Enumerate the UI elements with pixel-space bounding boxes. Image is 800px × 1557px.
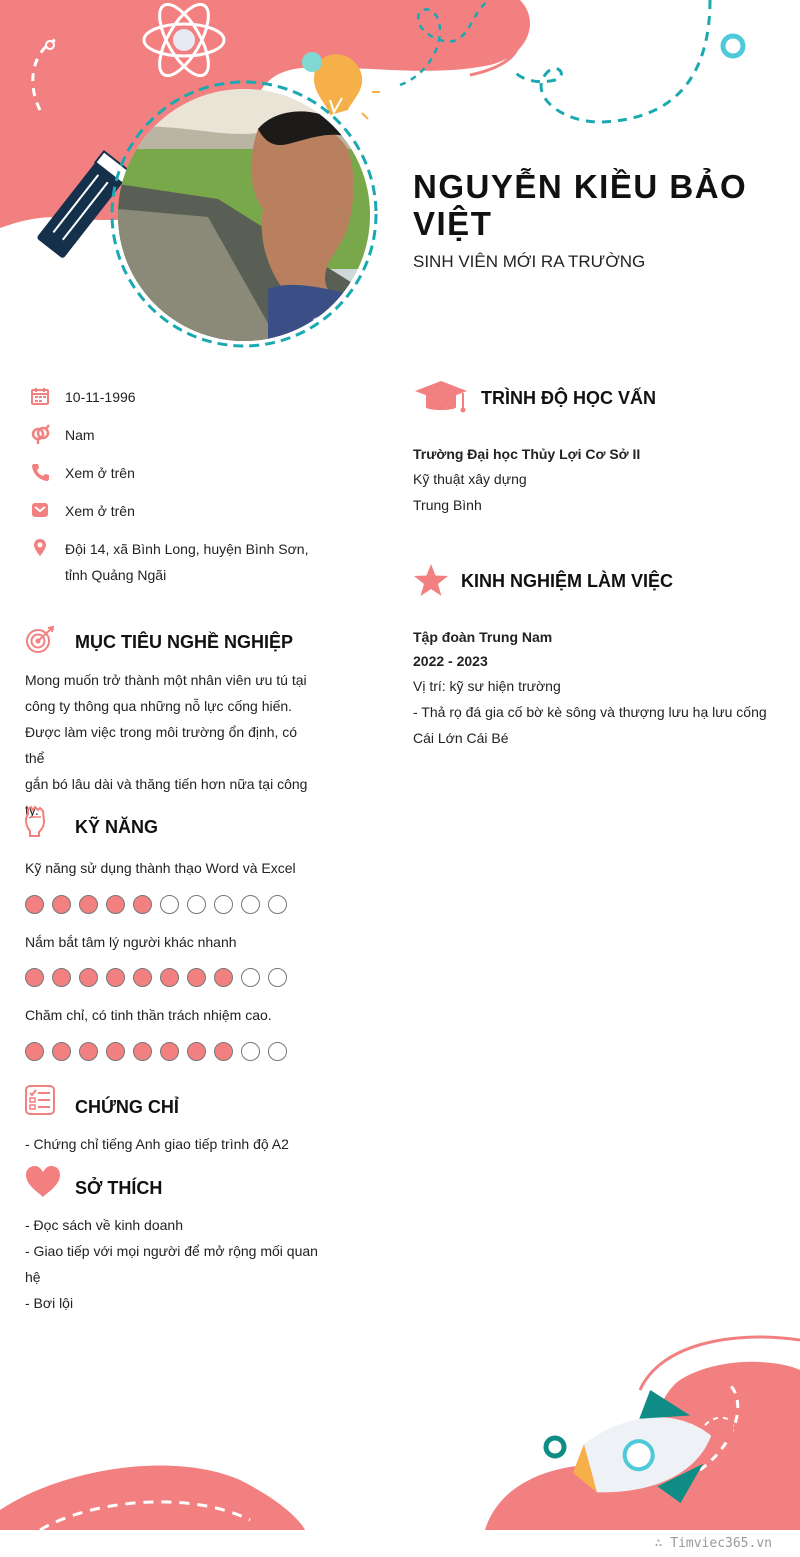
rating-dot-filled	[52, 895, 71, 914]
hobby-line: - Giao tiếp với mọi người để mở rộng mối quan	[25, 1243, 318, 1259]
education-title: TRÌNH ĐỘ HỌC VẤN	[481, 388, 656, 408]
rating-dot-filled	[106, 895, 125, 914]
birthday-text: 10-11-1996	[65, 389, 136, 405]
rating-dot-filled	[52, 1042, 71, 1061]
fist-icon	[24, 805, 48, 837]
rating-dot-filled	[187, 1042, 206, 1061]
rating-dot-filled	[133, 895, 152, 914]
rating-dot-empty	[268, 895, 287, 914]
objective-line: Mong muốn trở thành một nhân viên ưu tú tại	[25, 672, 307, 688]
gender-icon	[30, 424, 50, 444]
skills-title: KỸ NĂNG	[75, 817, 159, 837]
phone-icon	[30, 462, 50, 482]
graduation-cap-icon	[413, 380, 469, 414]
email-row	[30, 498, 330, 524]
rating-dot-filled	[106, 1042, 125, 1061]
rating-dot-filled	[106, 968, 125, 987]
checklist-icon	[24, 1084, 56, 1116]
experience-title: KINH NGHIỆM LÀM VIỆC	[461, 571, 674, 591]
calendar-icon	[30, 386, 50, 406]
rating-dot-filled	[79, 895, 98, 914]
rating-dot-filled	[25, 968, 44, 987]
skill-name: Kỹ năng sử dụng thành thạo Word và Excel	[25, 860, 296, 876]
certificate-item: - Chứng chỉ tiếng Anh giao tiếp trình độ A2	[25, 1136, 289, 1152]
work-description	[413, 699, 783, 751]
footer-brand: ∴ Timviec365.vn	[654, 1536, 772, 1551]
rating-dot-filled	[133, 1042, 152, 1061]
hobbies-text	[25, 1212, 325, 1316]
objective-line: gắn bó lâu dài và thăng tiến hơn nữa tại công	[25, 776, 308, 792]
school-name: Trường Đại học Thủy Lợi Cơ Sở II	[413, 446, 641, 462]
rating-dot-filled	[25, 895, 44, 914]
rating-dot-empty	[241, 968, 260, 987]
skill-name: Chăm chỉ, có tinh thần trách nhiệm cao.	[25, 1007, 272, 1023]
work-position: Vị trí: kỹ sư hiện trường	[413, 678, 561, 694]
rating-dot-filled	[214, 968, 233, 987]
rating-dot-empty	[187, 895, 206, 914]
hobby-line: - Bơi lội	[25, 1295, 74, 1311]
rating-dot-filled	[79, 968, 98, 987]
heart-icon	[24, 1165, 62, 1199]
objective-line: Được làm việc trong môi trường ổn định, có thể	[25, 724, 298, 766]
hobby-line: hệ	[25, 1269, 41, 1285]
address-line-2: tỉnh Quảng Ngãi	[65, 567, 167, 583]
email-text: Xem ở trên	[65, 503, 135, 519]
rating-dot-empty	[268, 968, 287, 987]
email-icon	[30, 500, 50, 520]
objective-line: công ty thông qua những nỗ lực cống hiến.	[25, 698, 293, 714]
star-icon	[413, 563, 449, 597]
academic-rank: Trung Bình	[413, 497, 482, 513]
birthday-row	[30, 384, 330, 410]
work-description-line: - Thả rọ đá gia cố bờ kè sông và thượng lưu hạ lưu cống	[413, 704, 767, 720]
rating-dot-filled	[79, 1042, 98, 1061]
gender-row	[30, 422, 330, 448]
work-description-line: Cái Lớn Cái Bé	[413, 730, 509, 746]
rating-dot-filled	[52, 968, 71, 987]
certificates-title: CHỨNG CHỈ	[75, 1097, 179, 1117]
objective-line: ty.	[25, 802, 39, 818]
objective-title: MỤC TIÊU NGHỀ NGHIỆP	[75, 632, 294, 652]
work-period: 2022 - 2023	[413, 653, 488, 669]
rating-dot-filled	[133, 968, 152, 987]
gender-text: Nam	[65, 427, 95, 443]
hobbies-title: SỞ THÍCH	[75, 1178, 163, 1198]
rating-dot-empty	[241, 895, 260, 914]
rating-dot-filled	[187, 968, 206, 987]
address-line-1: Đội 14, xã Bình Long, huyện Bình Sơn,	[65, 541, 309, 557]
skill-rating	[25, 1042, 295, 1064]
phone-row	[30, 460, 330, 486]
rating-dot-filled	[160, 968, 179, 987]
rating-dot-filled	[160, 1042, 179, 1061]
profile-photo	[118, 89, 370, 341]
job-title: SINH VIÊN MỚI RA TRƯỜNG	[413, 252, 646, 271]
company-name: Tập đoàn Trung Nam	[413, 629, 553, 645]
address-row	[30, 536, 330, 588]
hobby-line: - Đọc sách về kinh doanh	[25, 1217, 183, 1233]
rating-dot-filled	[25, 1042, 44, 1061]
rating-dot-empty	[241, 1042, 260, 1061]
target-icon	[24, 624, 56, 656]
candidate-name: NGUYỄN KIỀU BẢO VIỆT	[413, 168, 748, 242]
major: Kỹ thuật xây dựng	[413, 471, 527, 487]
phone-text: Xem ở trên	[65, 465, 135, 481]
rating-dot-empty	[214, 895, 233, 914]
skill-name: Nắm bắt tâm lý người khác nhanh	[25, 934, 237, 950]
skill-rating	[25, 895, 295, 917]
rating-dot-empty	[268, 1042, 287, 1061]
rating-dot-empty	[160, 895, 179, 914]
location-pin-icon	[30, 538, 50, 558]
rating-dot-filled	[214, 1042, 233, 1061]
skill-rating	[25, 968, 295, 990]
objective-text	[25, 667, 320, 823]
